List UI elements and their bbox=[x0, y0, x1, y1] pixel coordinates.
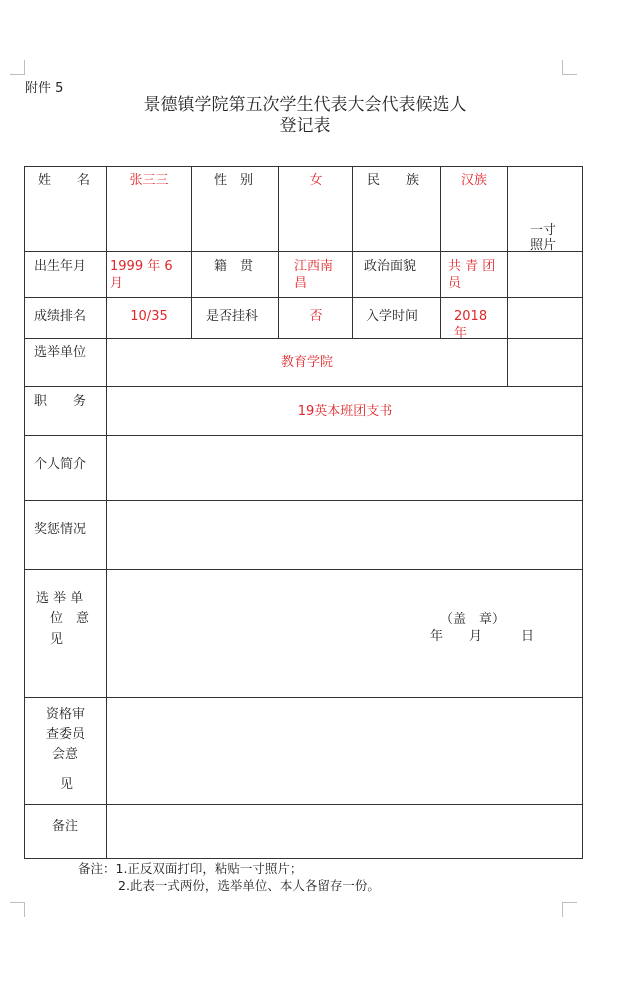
political-status-value: 共 青 团 员 bbox=[448, 259, 496, 291]
gender-value: 女 bbox=[309, 173, 323, 188]
position-value: 19英本班团支书 bbox=[297, 404, 393, 419]
name-value: 张三三 bbox=[129, 173, 169, 188]
attachment-label: 附件 5 bbox=[25, 81, 64, 96]
unit-opinion-label-2: 位 意 bbox=[50, 611, 90, 626]
gender-label: 性 别 bbox=[214, 173, 254, 188]
review-label-2: 查委员 bbox=[46, 727, 86, 742]
form-subtitle: 登记表 bbox=[279, 116, 331, 136]
review-label-4: 见 bbox=[60, 777, 74, 792]
native-place-value: 江西南昌 bbox=[294, 259, 334, 291]
election-unit-label: 选举单位 bbox=[34, 345, 87, 360]
date-text: 年 月 日 bbox=[430, 629, 535, 644]
personal-intro-label: 个人简介 bbox=[34, 457, 87, 472]
grade-rank-label: 成绩排名 bbox=[34, 309, 87, 324]
position-label: 职 务 bbox=[34, 394, 87, 409]
failed-course-label: 是否挂科 bbox=[206, 309, 259, 324]
ethnicity-label: 民 族 bbox=[367, 173, 420, 188]
photo-placeholder-line2: 照片 bbox=[530, 238, 557, 253]
grade-rank-value: 10/35 bbox=[130, 309, 168, 324]
review-label-3: 会意 bbox=[52, 747, 79, 762]
name-label: 姓 名 bbox=[38, 173, 91, 188]
native-place-label: 籍 贯 bbox=[214, 259, 254, 274]
photo-placeholder-line1: 一寸 bbox=[530, 223, 557, 238]
enrollment-label: 入学时间 bbox=[366, 309, 419, 324]
awards-label: 奖惩情况 bbox=[34, 522, 87, 537]
remarks-label: 备注 bbox=[52, 819, 79, 834]
birth-label: 出生年月 bbox=[34, 259, 87, 274]
seal-text: （盖 章） bbox=[440, 612, 506, 627]
enrollment-value: 2018 年 bbox=[454, 309, 488, 341]
review-label-1: 资格审 bbox=[46, 707, 86, 722]
unit-opinion-label-1: 选 举 单 bbox=[36, 591, 84, 606]
birth-value: 1999 年 6 月 bbox=[110, 259, 173, 291]
unit-opinion-label-3: 见 bbox=[50, 632, 64, 647]
footnote-line2: 2.此表一式两份，选举单位、本人各留存一份。 bbox=[118, 878, 380, 893]
ethnicity-value: 汉族 bbox=[460, 173, 487, 188]
election-unit-value: 教育学院 bbox=[280, 355, 333, 370]
form-title: 景德镇学院第五次学生代表大会代表候选人 bbox=[143, 95, 467, 115]
footnote-line1: 备注：1.正反双面打印，粘贴一寸照片； bbox=[78, 861, 303, 876]
failed-course-value: 否 bbox=[309, 309, 323, 324]
political-status-label: 政治面貌 bbox=[364, 259, 417, 274]
